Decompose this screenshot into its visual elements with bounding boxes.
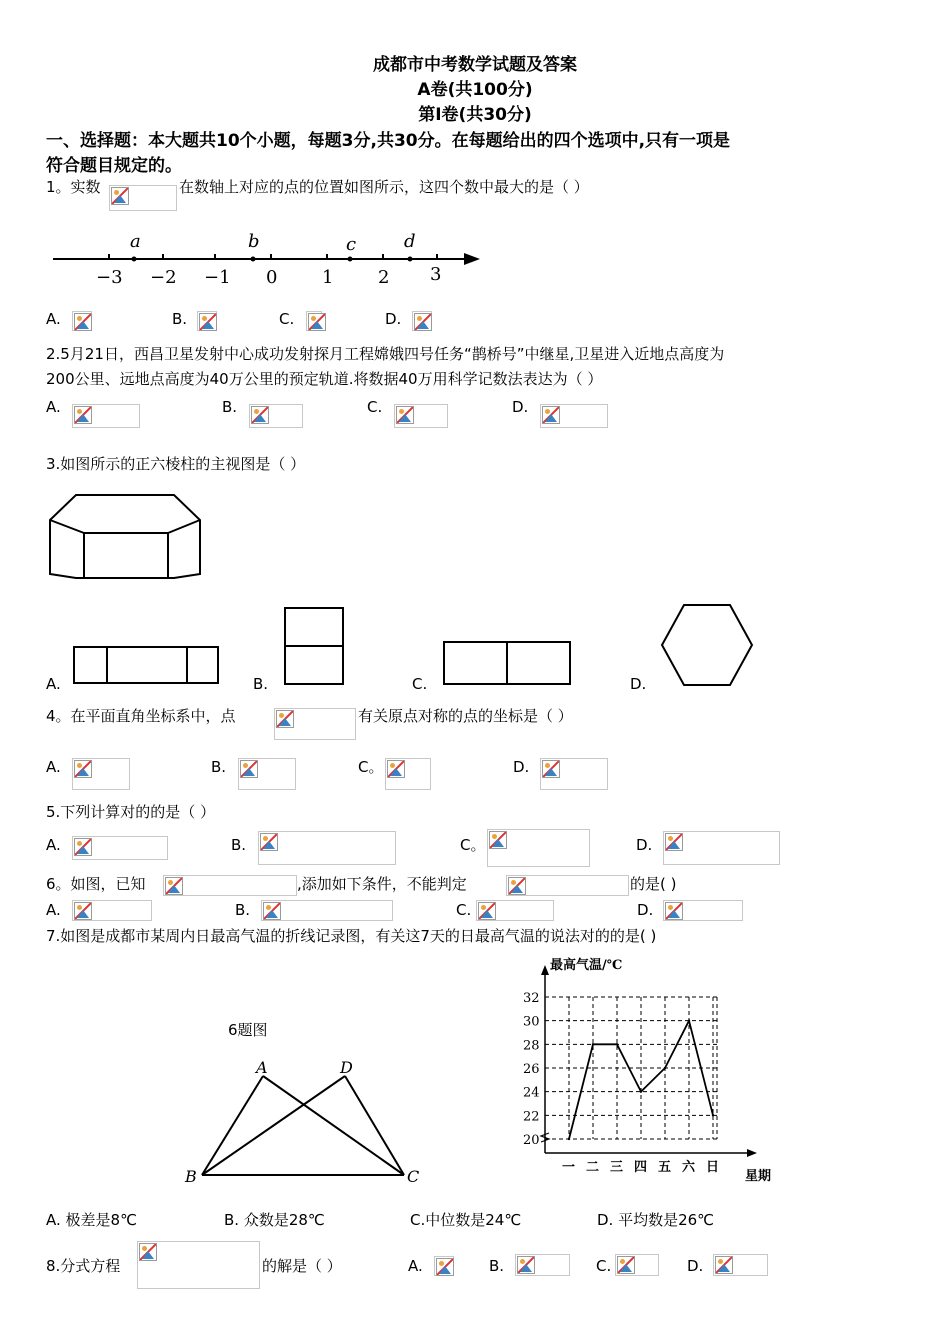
point-d-label: D	[340, 1058, 353, 1077]
q6-option-b[interactable]: B.	[235, 901, 251, 919]
broken-image-icon	[139, 1243, 157, 1261]
axis-tick-3: 3	[430, 264, 442, 285]
q5-text: 5.下列计算对的的是（ ）	[46, 803, 216, 821]
q4-option-b[interactable]: B.	[211, 758, 227, 776]
chart-x-tick-label: 三	[610, 1160, 624, 1175]
q1-option-a-image	[72, 311, 92, 331]
axis-point-c: c	[346, 234, 357, 255]
chart-x-tick-label: 五	[658, 1160, 672, 1175]
axis-tick-neg2: −2	[150, 267, 177, 288]
q3-option-d-figure	[660, 603, 754, 687]
chart-y-tick-label: 30	[523, 1014, 540, 1030]
point-b-label: B	[185, 1167, 197, 1186]
q4-option-d-image	[540, 758, 608, 790]
broken-image-icon	[74, 406, 92, 424]
q4-option-b-image	[238, 758, 296, 790]
q8-text-before: 8.分式方程	[46, 1257, 121, 1275]
q5-option-d-image	[663, 831, 780, 865]
q3-option-a[interactable]: A.	[46, 675, 61, 693]
broken-image-icon	[74, 838, 92, 856]
chart-data-point	[688, 1019, 690, 1021]
broken-image-icon	[308, 313, 326, 331]
q5-option-b[interactable]: B.	[231, 836, 247, 854]
q4-option-a-image	[72, 758, 130, 790]
q6-figure-label: 6题图	[228, 1021, 268, 1039]
chart-y-tick-label: 20	[523, 1133, 540, 1148]
q5-option-c-image	[487, 829, 590, 867]
axis-point-a: a	[130, 231, 141, 252]
q7-option-a[interactable]: A. 极差是8℃	[46, 1211, 137, 1229]
q7-option-d[interactable]: D. 平均数是26℃	[597, 1211, 715, 1229]
broken-image-icon	[74, 902, 92, 920]
chart-data-point	[568, 1138, 570, 1140]
q1-option-b[interactable]: B.	[172, 310, 188, 328]
q4-image-placeholder	[274, 708, 356, 740]
chart-x-tick-label: 日	[706, 1160, 720, 1175]
axis-point-b: b	[248, 231, 260, 252]
q3-option-b-figure	[283, 606, 345, 686]
q2-option-b[interactable]: B.	[222, 398, 238, 416]
section-heading-line1: 一、选择题：本大题共10个小题，每题3分,共30分。在每题给出的四个选项中,只有一项是	[46, 131, 731, 151]
q2-option-c[interactable]: C.	[367, 398, 383, 416]
paper-1-subtitle: 第Ⅰ卷(共30分)	[418, 105, 532, 125]
broken-image-icon	[396, 406, 414, 424]
q7-option-b[interactable]: B. 众数是28℃	[224, 1211, 325, 1229]
q4-option-c-image	[385, 758, 431, 790]
q4-option-c[interactable]: C。	[358, 758, 384, 776]
paper-a-subtitle: A卷(共100分)	[417, 80, 533, 100]
q6-triangle-figure	[180, 1058, 430, 1188]
chart-data-point	[616, 1043, 618, 1045]
q1-option-d-image	[412, 311, 432, 331]
q5-option-c[interactable]: C。	[460, 836, 486, 854]
broken-image-icon	[508, 877, 526, 895]
q2-option-c-image	[394, 404, 448, 428]
chart-x-axis-arrow	[747, 1149, 757, 1157]
q1-number-line	[48, 228, 488, 298]
q6-image-placeholder-2	[506, 875, 629, 896]
q4-text-after: 有关原点对称的点的坐标是（ ）	[358, 707, 573, 725]
section-heading-line2: 符合题目规定的。	[46, 156, 182, 176]
broken-image-icon	[665, 833, 683, 851]
broken-image-icon	[240, 760, 258, 778]
q8-option-a-image	[434, 1256, 454, 1276]
chart-x-tick-label: 一	[562, 1160, 576, 1175]
chart-series-line	[569, 1021, 713, 1139]
broken-image-icon	[665, 902, 683, 920]
chart-x-tick-label: 二	[586, 1160, 600, 1175]
temperature-line-chart	[505, 953, 795, 1188]
broken-image-icon	[111, 187, 129, 205]
chart-y-tick-label: 26	[523, 1062, 540, 1077]
chart-y-tick-label: 24	[523, 1085, 540, 1101]
broken-image-icon	[165, 877, 183, 895]
chart-y-axis-arrow	[541, 965, 549, 975]
q7-text: 7.如图是成都市某周内日最高气温的折线记录图，有关这7天的日最高气温的说法对的的是( )	[46, 927, 657, 945]
q1-text-before: 1。实数	[46, 178, 101, 196]
q8-option-d[interactable]: D.	[687, 1257, 704, 1275]
axis-tick-0: 0	[266, 267, 278, 288]
chart-data-point	[712, 1114, 714, 1116]
q2-option-a[interactable]: A.	[46, 398, 61, 416]
q8-option-a[interactable]: A.	[408, 1257, 423, 1275]
chart-y-tick-label: 22	[523, 1109, 540, 1125]
broken-image-icon	[276, 710, 294, 728]
broken-image-icon	[199, 313, 217, 331]
q1-image-placeholder	[109, 185, 177, 211]
broken-image-icon	[74, 760, 92, 778]
q6-option-d-image	[663, 900, 743, 921]
chart-x-tick-label: 四	[634, 1160, 648, 1175]
q7-option-c[interactable]: C.中位数是24℃	[410, 1211, 522, 1229]
q5-option-a[interactable]: A.	[46, 836, 61, 854]
axis-tick-neg1: −1	[204, 267, 231, 288]
q1-option-c-image	[306, 311, 322, 331]
axis-tick-2: 2	[378, 267, 390, 288]
chart-data-point	[640, 1090, 642, 1092]
q2-text-line1: 2.5月21日，西昌卫星发射中心成功发射探月工程嫦娥四号任务“鹊桥号”中继星,卫星进入近地点高度为	[46, 345, 725, 363]
broken-image-icon	[489, 831, 507, 849]
broken-image-icon	[542, 760, 560, 778]
q8-option-b-image	[515, 1254, 570, 1276]
q3-option-d[interactable]: D.	[630, 675, 647, 693]
chart-y-axis-label: 最高气温/℃	[550, 958, 623, 973]
q4-option-a[interactable]: A.	[46, 758, 61, 776]
q2-option-d[interactable]: D.	[512, 398, 529, 416]
broken-image-icon	[414, 313, 432, 331]
q3-option-c[interactable]: C.	[412, 675, 428, 693]
axis-tick-1: 1	[322, 267, 334, 288]
q4-text-before: 4。在平面直角坐标系中，点	[46, 707, 236, 725]
q6-option-d[interactable]: D.	[637, 901, 654, 919]
q2-text-line2: 200公里、远地点高度为40万公里的预定轨道.将数据40万用科学记数法表达为（ ）	[46, 370, 603, 388]
q1-text-after: 在数轴上对应的点的位置如图所示，这四个数中最大的是（ ）	[179, 178, 589, 196]
q6-option-c-image	[476, 900, 554, 921]
page-title: 成都市中考数学试题及答案	[373, 55, 577, 75]
q1-option-c[interactable]: C.	[279, 310, 295, 328]
q6-option-c[interactable]: C.	[456, 901, 472, 919]
q8-option-d-image	[713, 1254, 768, 1276]
point-c-label: C	[407, 1167, 420, 1186]
broken-image-icon	[478, 902, 496, 920]
q5-option-b-image	[258, 831, 396, 865]
q6-text-after: 的是( )	[630, 875, 677, 893]
q3-option-a-figure	[73, 645, 221, 685]
chart-y-tick-label: 28	[523, 1038, 540, 1054]
q5-option-a-image	[72, 836, 168, 860]
point-a-label: A	[256, 1058, 268, 1077]
q6-image-placeholder-1	[163, 875, 297, 896]
broken-image-icon	[74, 313, 92, 331]
q6-option-b-image	[261, 900, 393, 921]
q2-option-d-image	[540, 404, 608, 428]
q8-option-b[interactable]: B.	[489, 1257, 505, 1275]
q1-option-d[interactable]: D.	[385, 310, 402, 328]
chart-data-point	[592, 1043, 594, 1045]
q6-option-a[interactable]: A.	[46, 901, 61, 919]
q6-option-a-image	[72, 900, 152, 921]
q8-option-c[interactable]: C.	[596, 1257, 612, 1275]
q3-hexagonal-prism-figure	[48, 490, 208, 585]
q6-text-before: 6。如图，已知	[46, 875, 146, 893]
chart-y-tick-label: 32	[523, 991, 540, 1006]
q8-option-c-image	[615, 1254, 659, 1276]
chart-axis-break	[541, 1133, 549, 1142]
q2-option-b-image	[249, 404, 303, 428]
q3-option-b[interactable]: B.	[253, 675, 269, 693]
chart-data-point	[664, 1067, 666, 1069]
q1-option-b-image	[197, 311, 217, 331]
q6-text-middle: ,添加如下条件，不能判定	[297, 875, 467, 893]
chart-x-axis-label: 星期	[745, 1169, 772, 1184]
q3-option-c-figure	[442, 640, 572, 686]
broken-image-icon	[617, 1256, 635, 1274]
q4-option-d[interactable]: D.	[513, 758, 530, 776]
broken-image-icon	[263, 902, 281, 920]
chart-x-tick-label: 六	[682, 1160, 696, 1175]
q8-text-after: 的解是（ ）	[262, 1257, 342, 1275]
axis-tick-neg3: −3	[96, 267, 123, 288]
q8-equation-image	[137, 1241, 260, 1289]
broken-image-icon	[715, 1256, 733, 1274]
q2-option-a-image	[72, 404, 140, 428]
axis-point-d: d	[404, 231, 416, 252]
broken-image-icon	[542, 406, 560, 424]
q3-text: 3.如图所示的正六棱柱的主视图是（ ）	[46, 455, 306, 473]
broken-image-icon	[387, 760, 405, 778]
broken-image-icon	[251, 406, 269, 424]
broken-image-icon	[436, 1258, 454, 1276]
q1-option-a[interactable]: A.	[46, 310, 61, 328]
broken-image-icon	[517, 1256, 535, 1274]
q5-option-d[interactable]: D.	[636, 836, 653, 854]
broken-image-icon	[260, 833, 278, 851]
